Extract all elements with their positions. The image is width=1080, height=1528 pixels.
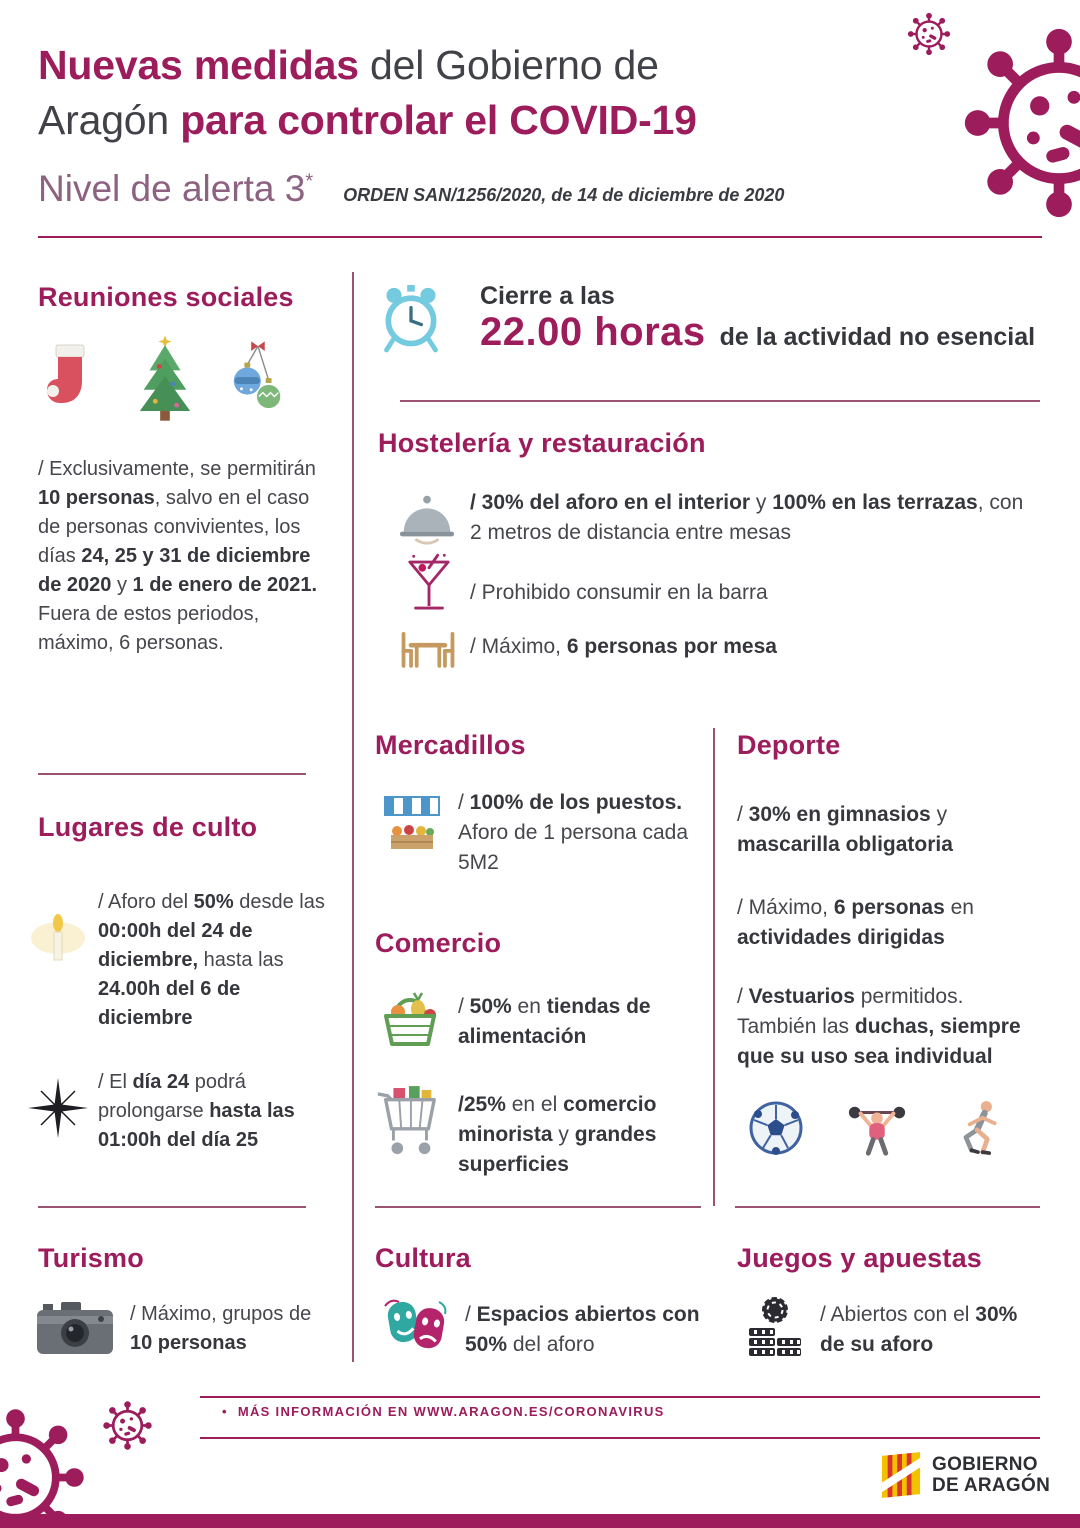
section-title-deporte: Deporte	[737, 730, 841, 760]
footer-divider-bottom	[200, 1437, 1040, 1439]
turismo-text: / Máximo, grupos de 10 personas	[130, 1303, 312, 1354]
divider	[713, 728, 715, 1206]
divider	[400, 400, 1040, 402]
shopping-cart-icon	[374, 1085, 442, 1161]
comercio-text-1: / 50% en tiendas de alimentación	[458, 995, 651, 1048]
candle-icon	[28, 896, 88, 976]
section-title-turismo: Turismo	[38, 1243, 144, 1273]
closure-line2	[480, 310, 1035, 355]
mercadillos-text: / 100% de los puestos. Aforo de 1 persona cada 5M2	[458, 791, 688, 874]
divider	[352, 272, 354, 1362]
footer-info-text: MÁS INFORMACIÓN EN WWW.ARAGON.ES/CORONAVIRUS	[237, 1404, 665, 1419]
ornaments-icon	[226, 336, 288, 428]
section-title-culto: Lugares de culto	[38, 812, 258, 842]
divider	[375, 1206, 701, 1208]
section-title-hosteleria: Hostelería y restauración	[378, 428, 706, 458]
gobierno-de-aragon-logo	[880, 1452, 1050, 1498]
bullet-icon: •	[222, 1404, 228, 1419]
page-title-line2: Aragón para controlar el COVID-19	[38, 97, 697, 143]
aragon-flag-icon	[880, 1452, 922, 1498]
section-title-reuniones: Reuniones sociales	[38, 282, 294, 312]
culto-text-1: / Aforo del 50% desde las 00:00h del 24 de diciembre, hasta las 24.00h del 6 de diciembre	[98, 891, 325, 1029]
cultura-text: / Espacios abiertos con 50% del aforo	[465, 1303, 700, 1356]
coronavirus-icon	[952, 16, 1080, 230]
hosteleria-text-2: / Prohibido consumir en la barra	[470, 581, 768, 604]
divider	[38, 1206, 306, 1208]
market-stall-icon	[383, 793, 441, 855]
cocktail-icon	[406, 552, 452, 618]
footer-info	[222, 1404, 665, 1419]
order-reference: ORDEN SAN/1256/2020, de 14 de diciembre de 2020	[343, 185, 785, 205]
logo-text	[932, 1454, 1050, 1496]
christmas-stocking-icon	[44, 340, 100, 420]
logo-line2: DE ARAGÓN	[932, 1475, 1051, 1496]
alert-level: Nivel de alerta 3*	[38, 168, 314, 209]
alert-row	[38, 168, 784, 210]
closure-rest: de la actividad no esencial	[719, 323, 1036, 351]
logo-line1: GOBIERNO	[932, 1454, 1038, 1475]
coronavirus-icon	[0, 1400, 93, 1528]
deporte-text-3: / Vestuarios permitidos. También las duchas, siempre que su uso sea individual	[737, 985, 1021, 1068]
closure-time: 22.00 horas	[480, 310, 706, 354]
star-icon	[26, 1076, 90, 1140]
table-chairs-icon	[396, 624, 460, 672]
running-icon	[952, 1096, 1004, 1160]
closure-line1: Cierre a las	[480, 282, 615, 310]
christmas-tree-icon	[134, 334, 196, 426]
divider	[38, 773, 306, 775]
section-title-comercio: Comercio	[375, 928, 502, 958]
alarm-clock-icon	[378, 282, 444, 354]
header-divider	[38, 236, 1042, 238]
coronavirus-icon	[905, 10, 953, 58]
footer-divider-top	[200, 1396, 1040, 1398]
hosteleria-text-1: / 30% del aforo en el interior y 100% en las terrazas, con 2 metros de distancia entre mesas	[470, 491, 1024, 544]
alert-asterisk: *	[305, 170, 314, 193]
hosteleria-text-3: / Máximo, 6 personas por mesa	[470, 635, 777, 658]
divider	[735, 1206, 1040, 1208]
page-title	[38, 38, 697, 148]
juegos-text: / Abiertos con el 30% de su aforo	[820, 1303, 1018, 1356]
page-title-line1: Nuevas medidas del Gobierno de	[38, 42, 659, 88]
camera-icon	[34, 1296, 116, 1358]
deporte-text-2: / Máximo, 6 personas en actividades dirigidas	[737, 896, 974, 949]
section-title-cultura: Cultura	[375, 1243, 471, 1273]
section-title-mercadillos: Mercadillos	[375, 730, 526, 760]
reuniones-text: / Exclusivamente, se permitirán 10 personas, salvo en el caso de personas convivientes, los días 24, 25 y 31 de diciembre de 2020 y 1 de enero de 2021. Fuera de estos periodos, máximo, 6 personas.	[38, 458, 318, 654]
deporte-text-1: / 30% en gimnasios y mascarilla obligatoria	[737, 803, 953, 856]
comercio-text-2: /25% en el comercio minorista y grandes superficies	[458, 1093, 657, 1176]
culto-text-2: / El día 24 podrá prolongarse hasta las 01:00h del día 25	[98, 1071, 295, 1151]
poker-chips-icon	[745, 1293, 805, 1357]
section-title-juegos: Juegos y apuestas	[737, 1243, 983, 1273]
bottom-accent-bar	[0, 1514, 1080, 1528]
soccer-ball-icon	[748, 1100, 804, 1156]
serving-cloche-icon	[398, 492, 456, 546]
food-basket-icon	[378, 988, 442, 1050]
theater-masks-icon	[383, 1293, 449, 1357]
weightlifting-icon	[846, 1096, 908, 1160]
coronavirus-icon	[100, 1398, 155, 1453]
